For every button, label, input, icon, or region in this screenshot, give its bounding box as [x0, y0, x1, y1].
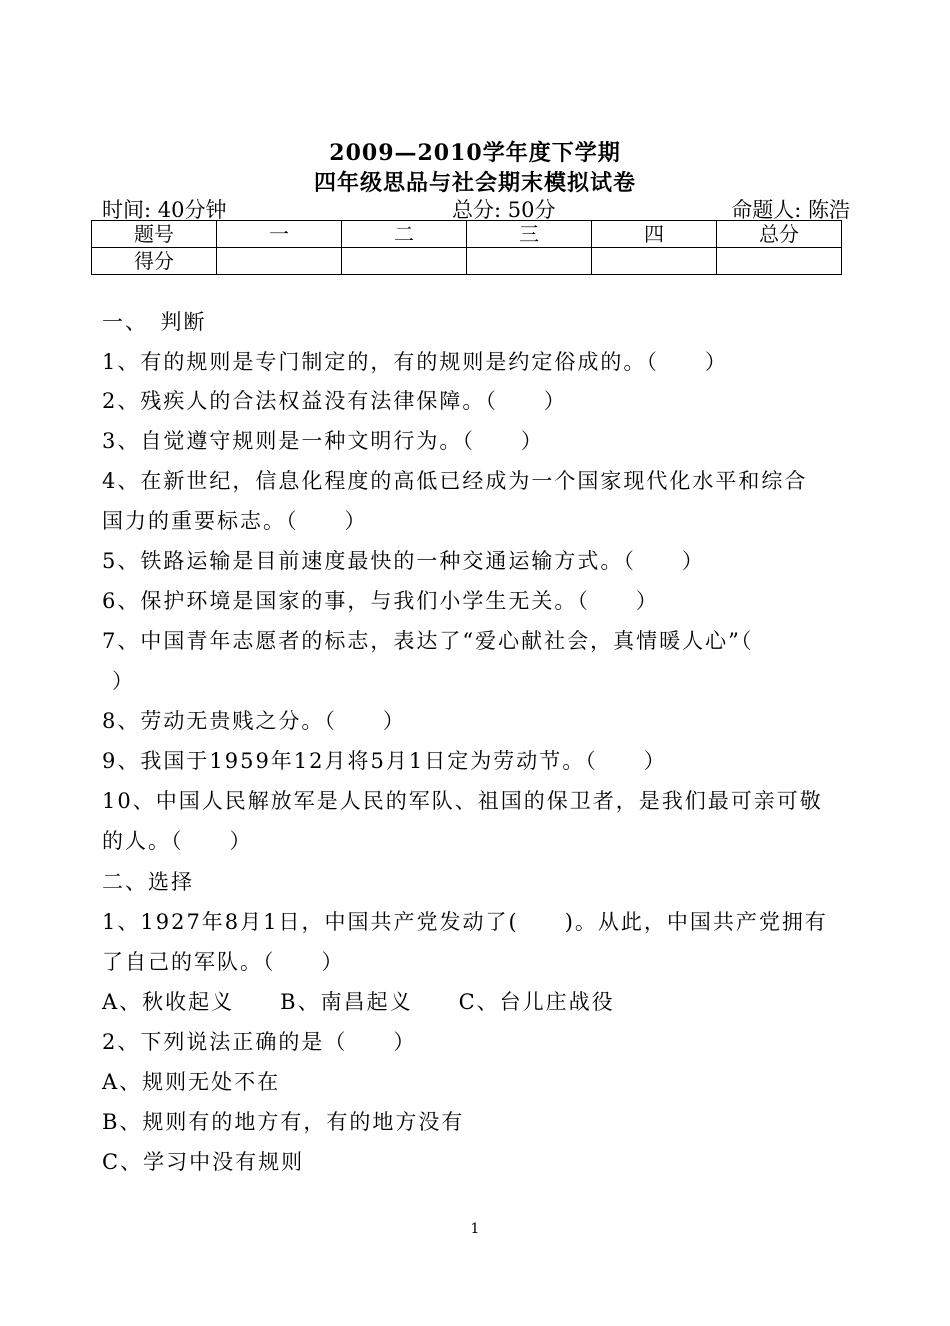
question-line: 1、有的规则是专门制定的，有的规则是约定俗成的。（ ）: [102, 350, 728, 374]
score-input-cell[interactable]: [592, 248, 717, 275]
score-input-cell[interactable]: [467, 248, 592, 275]
exam-meta: [102, 194, 850, 222]
time-limit: 时间: 40分钟: [102, 198, 227, 222]
question-line: 的人。（ ）: [102, 829, 253, 853]
score-table-header-row: [92, 221, 842, 248]
question-line: ）: [112, 669, 135, 693]
question-line: 4、在新世纪，信息化程度的高低已经成为一个国家现代化水平和综合: [102, 469, 808, 493]
question-line: 5、铁路运输是目前速度最快的一种交通运输方式。（ ）: [102, 549, 705, 573]
question-line: 7、中国青年志愿者的标志，表达了“爱心献社会，真情暖人心”（: [102, 629, 754, 653]
question-line: 2、下列说法正确的是（ ）: [102, 1030, 417, 1054]
score-input-cell[interactable]: [342, 248, 467, 275]
table-cell: 题号: [92, 221, 217, 248]
table-cell: 四: [592, 221, 717, 248]
question-line: 8、劳动无贵贱之分。（ ）: [102, 709, 406, 733]
exam-title: 2009—2010学年度下学期: [329, 140, 621, 166]
answer-option: A、规则无处不在: [102, 1070, 281, 1094]
table-cell: 二: [342, 221, 467, 248]
question-line: 3、自觉遵守规则是一种文明行为。（ ）: [102, 429, 544, 453]
table-cell: 得分: [92, 248, 217, 275]
answer-option: B、规则有的地方有，有的地方没有: [102, 1110, 465, 1134]
score-input-cell[interactable]: [717, 248, 842, 275]
score-input-cell[interactable]: [217, 248, 342, 275]
answer-option: C、学习中没有规则: [102, 1150, 305, 1174]
score-table: [91, 220, 842, 275]
score-table-score-row: [92, 248, 842, 275]
answer-options: A、秋收起义 B、南昌起义 C、台儿庄战役: [102, 990, 615, 1014]
table-cell: 总分: [717, 221, 842, 248]
question-line: 1、1927年8月1日，中国共产党发动了( )。从此，中国共产党拥有: [102, 910, 828, 934]
question-line: 10、中国人民解放军是人民的军队、祖国的保卫者，是我们最可亲可敬: [102, 789, 823, 813]
section-heading-choice: 二、选择: [102, 870, 194, 894]
question-line: 国力的重要标志。（ ）: [102, 509, 368, 533]
question-line: 2、残疾人的合法权益没有法律保障。（ ）: [102, 389, 567, 413]
exam-subtitle: 四年级思品与社会期末模拟试卷: [313, 170, 636, 196]
total-score: 总分: 50分: [452, 198, 556, 222]
table-cell: 三: [467, 221, 592, 248]
question-line: 了自己的军队。（ ）: [102, 950, 345, 974]
question-line: 9、我国于1959年12月将5月1日定为劳动节。（ ）: [102, 749, 667, 773]
section-heading-judgment: 一、 判断: [102, 310, 207, 334]
author: 命题人: 陈浩: [731, 198, 850, 222]
question-line: 6、保护环境是国家的事，与我们小学生无关。（ ）: [102, 589, 659, 613]
page-number: 1: [470, 1221, 480, 1237]
table-cell: 一: [217, 221, 342, 248]
